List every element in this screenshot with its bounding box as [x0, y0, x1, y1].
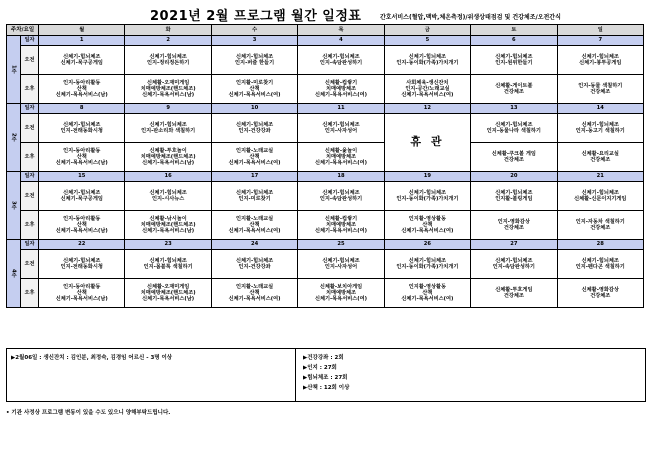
- program-line: 신체기-목욕서비스(남): [142, 160, 195, 167]
- program-cell: [471, 75, 557, 104]
- program-line: 인지-동아리활동: [63, 79, 101, 86]
- program-line: 산책: [422, 221, 433, 228]
- program-line: 신체기-묵구공게임: [60, 60, 103, 66]
- program-line: 치매예방체조: [325, 221, 357, 228]
- count-walk: ▶산책 : 12회 이상: [303, 385, 350, 391]
- program-line: 신체기-힘뇌체조: [235, 189, 274, 196]
- program-cell: [298, 75, 384, 104]
- program-line: 산책: [422, 289, 433, 296]
- program-cell: [557, 211, 643, 240]
- program-line: 건강체조: [503, 89, 524, 95]
- am-label: 오전: [21, 114, 39, 143]
- am-label: 오전: [21, 46, 39, 75]
- program-cell: [384, 75, 470, 104]
- program-line: 신체기-힘뇌체조: [149, 121, 187, 128]
- program-line: 신체기-힘뇌체조: [235, 53, 274, 60]
- program-cell: [384, 250, 470, 279]
- program-line: 건강체조: [590, 89, 611, 95]
- date-cell: 19: [384, 172, 470, 182]
- day-header: 월: [39, 25, 125, 36]
- program-cell: [557, 75, 643, 104]
- program-line: 산책: [76, 85, 87, 92]
- program-line: 인지-자동차 색칠하기: [575, 218, 625, 225]
- program-line: 인지-정리정돈하기: [147, 60, 190, 66]
- program-line: 신체기-목욕서비스(여): [228, 296, 281, 303]
- day-header: 금: [384, 25, 470, 36]
- date-row: [7, 240, 644, 250]
- program-line: 신체기-힘뇌체조: [322, 53, 360, 60]
- program-cell: [298, 143, 384, 172]
- program-line: 신체활-오재미게임: [147, 283, 190, 290]
- title-row: [0, 3, 650, 25]
- program-line: 인지-사자성어: [324, 264, 358, 270]
- program-cell: [211, 114, 297, 143]
- program-cell: [384, 182, 470, 211]
- program-line: 건강체조: [590, 293, 611, 299]
- day-header: 목: [298, 25, 384, 36]
- date-cell: 20: [471, 172, 557, 182]
- program-line: 신체기-힘뇌체조: [235, 121, 274, 128]
- program-line: 신체기-목욕서비스(여): [228, 228, 281, 235]
- program-line: 치매예방체조(핸드체조): [140, 153, 196, 160]
- program-line: 건강체조: [503, 293, 524, 299]
- program-line: 신체기-목욕서비스(여): [314, 92, 367, 99]
- summary-divider: [295, 349, 296, 401]
- program-line: 인지-속담완성하기: [319, 196, 363, 202]
- program-line: 신체활-쿠크볼 게임: [491, 150, 536, 157]
- program-cell: [471, 250, 557, 279]
- program-cell: [298, 279, 384, 308]
- program-counts: [303, 353, 349, 393]
- week-label: 2주: [7, 104, 21, 172]
- program-line: 신체기-힘뇌체조: [581, 189, 619, 196]
- program-line: 인지활-노래교실: [235, 283, 274, 290]
- count-cognitive: ▶인지 : 27회: [303, 365, 337, 371]
- date-cell: 23: [125, 240, 211, 250]
- program-line: 인지-동물나라 색칠하기: [486, 128, 541, 134]
- am-label: 오전: [21, 182, 39, 211]
- program-line: 신체기-힘뇌체조: [149, 53, 187, 60]
- program-cell: [125, 114, 211, 143]
- program-cell: [384, 279, 470, 308]
- program-line: 인지-동아리활동: [63, 147, 101, 154]
- program-line: 신체기-목욕서비스(남): [55, 228, 108, 235]
- program-line: 신체활-낚시놀이: [149, 215, 187, 222]
- program-line: 인지-전래동화시청: [60, 264, 103, 270]
- program-line: 인지-동물 색칠하기: [578, 82, 623, 89]
- program-line: 신체기-힘뇌체조: [322, 121, 360, 128]
- program-cell: [557, 250, 643, 279]
- date-cell: 21: [557, 172, 643, 182]
- program-line: 인지활-노래교실: [235, 147, 274, 154]
- program-line: 신체기-목욕서비스(남): [55, 160, 108, 167]
- date-label: 일자: [21, 36, 39, 46]
- program-line: 신체기-힘뇌체조: [495, 121, 533, 128]
- program-line: 신체기-목욕서비스(남): [142, 228, 195, 235]
- date-row: [7, 172, 644, 182]
- program-cell: [211, 143, 297, 172]
- program-line: 신체활-윷놀이: [324, 147, 358, 154]
- day-header: 화: [125, 25, 211, 36]
- program-cell: [211, 279, 297, 308]
- footnote: • 기관 사정상 프로그램 변동이 있을 수도 있으니 양해부탁드립니다.: [6, 410, 171, 416]
- program-line: 신체기-목욕서비스(남): [55, 92, 108, 99]
- date-label: 일자: [21, 104, 39, 114]
- am-row: [7, 182, 644, 211]
- program-line: 신체기-힘뇌체조: [63, 53, 101, 60]
- program-line: 신체활-신문이지기게임: [574, 196, 627, 202]
- program-cell: [298, 182, 384, 211]
- date-cell: 22: [39, 240, 125, 250]
- program-line: 인지-동아리활동: [63, 283, 101, 290]
- date-cell: 3: [211, 36, 297, 46]
- header-row: [7, 25, 644, 36]
- program-line: 인지-속담완성하기: [492, 264, 535, 270]
- program-line: 산책: [249, 153, 260, 160]
- program-line: 신체활-컵쌓기: [324, 215, 358, 222]
- am-row: [7, 250, 644, 279]
- week-label: 1주: [7, 36, 21, 104]
- program-cell: [39, 279, 125, 308]
- program-line: 신체기-힘뇌체조: [322, 189, 360, 196]
- program-line: 인지활-노래교실: [235, 215, 274, 222]
- program-cell: [39, 250, 125, 279]
- program-cell: [471, 211, 557, 240]
- program-line: 신체기-힘뇌체조: [408, 257, 447, 264]
- am-row: [7, 114, 644, 143]
- pm-label: 오후: [21, 143, 39, 172]
- program-line: 신체기-힘뇌체조: [495, 53, 533, 60]
- program-line: 건강체조: [590, 225, 611, 231]
- program-cell: [39, 182, 125, 211]
- program-cell: [298, 211, 384, 240]
- program-cell: [125, 182, 211, 211]
- program-cell: [39, 75, 125, 104]
- program-line: 신체기-힘뇌체조: [63, 257, 101, 264]
- program-cell: [125, 211, 211, 240]
- program-cell: [125, 279, 211, 308]
- day-header: 일: [557, 25, 643, 36]
- program-line: 인지-몸블록 색칠하기: [143, 264, 193, 270]
- program-line: 산책: [249, 289, 260, 296]
- date-cell: 14: [557, 104, 643, 114]
- date-cell: 28: [557, 240, 643, 250]
- date-cell: 27: [471, 240, 557, 250]
- program-line: 인지-동이화(가족)가치개기: [396, 264, 459, 270]
- program-cell: [211, 75, 297, 104]
- program-cell: [557, 114, 643, 143]
- birthday-note: ▶2월06일 : 생신잔치 : 김인분, 최정숙, 김경임 어르신 - 3명 이상: [11, 355, 173, 361]
- date-cell: 26: [384, 240, 470, 250]
- program-line: 인지활-볼링게임: [495, 196, 533, 202]
- date-cell: 16: [125, 172, 211, 182]
- program-line: 신체기-힘뇌체조: [581, 257, 619, 264]
- program-line: 신체기-목욕서비스(여): [401, 228, 454, 235]
- program-cell: [125, 143, 211, 172]
- program-line: 산책: [76, 289, 87, 296]
- program-line: 신체활-영화감상: [581, 286, 619, 293]
- program-line: 산책: [76, 153, 87, 160]
- program-cell: [298, 46, 384, 75]
- program-cell: [471, 114, 557, 143]
- week-label: 4주: [7, 240, 21, 308]
- program-cell: [384, 211, 470, 240]
- program-line: 산책: [249, 85, 260, 92]
- pm-row: [7, 211, 644, 240]
- week-label: 3주: [7, 172, 21, 240]
- program-line: 인지-사자성어: [324, 128, 358, 134]
- program-line: 건강체조: [590, 157, 611, 163]
- program-cell: [125, 46, 211, 75]
- program-line: 인지-펜다곤 색칠하기: [575, 264, 625, 270]
- program-line: 인지-미로찾기: [238, 196, 271, 202]
- program-line: 신체활-요리교실: [581, 150, 619, 157]
- program-cell: [557, 279, 643, 308]
- date-row: [7, 36, 644, 46]
- program-line: 산책: [76, 221, 87, 228]
- day-header: 토: [471, 25, 557, 36]
- program-cell: [471, 143, 557, 172]
- date-cell: 10: [211, 104, 297, 114]
- program-line: 신체기-목욕서비스(남): [55, 296, 108, 303]
- program-line: 인지-속담완성하기: [319, 60, 363, 66]
- program-line: 신체기-힘뇌체조: [581, 53, 619, 60]
- program-cell: [211, 46, 297, 75]
- program-line: 신체기-목욕서비스(여): [314, 228, 367, 235]
- page-title: 2021년 2월 프로그램 월간 일정표: [150, 9, 362, 24]
- corner-label: 주차/요일: [7, 25, 39, 36]
- program-line: 인지-동이화(가족)가치개기: [396, 60, 459, 66]
- program-line: 신체기-목욕서비스(여): [401, 296, 454, 303]
- date-cell: 15: [39, 172, 125, 182]
- program-cell: [471, 46, 557, 75]
- program-line: 신체기-힘뇌체조: [408, 189, 447, 196]
- date-cell: 11: [298, 104, 384, 114]
- program-cell: [125, 75, 211, 104]
- program-line: 신체기-목욕서비스(여): [228, 160, 281, 167]
- date-cell: 8: [39, 104, 125, 114]
- program-line: 신체기-힘뇌체조: [581, 121, 619, 128]
- program-line: 치매예방체조(핸드체조): [140, 85, 196, 92]
- program-line: 신체활-게이트볼: [495, 82, 533, 89]
- program-line: 인지활-미로찾기: [235, 79, 274, 86]
- program-cell: [39, 211, 125, 240]
- program-line: 신체기-목욕서비스(남): [142, 92, 195, 99]
- program-line: 건강체조: [503, 225, 524, 231]
- pm-label: 오후: [21, 75, 39, 104]
- program-line: 신체기-힘뇌체조: [322, 257, 360, 264]
- am-label: 오전: [21, 250, 39, 279]
- program-cell: [471, 279, 557, 308]
- program-line: 신체기-힘뇌체조: [495, 189, 533, 196]
- program-line: 인지활-영상활동: [408, 283, 447, 290]
- program-line: 신체활-컵쌓기: [324, 79, 358, 86]
- date-cell: 18: [298, 172, 384, 182]
- program-line: 신체활-오재미게임: [147, 79, 190, 86]
- program-cell: [384, 46, 470, 75]
- pm-label: 오후: [21, 211, 39, 240]
- program-line: 치매예방체조: [325, 85, 357, 92]
- program-line: 신체기-목욕서비스(여): [314, 160, 367, 167]
- program-line: 건강체조: [503, 157, 524, 163]
- program-cell: [471, 182, 557, 211]
- date-cell: 17: [211, 172, 297, 182]
- pm-row: [7, 143, 644, 172]
- program-line: 신체기-목욕서비스(여): [228, 92, 281, 99]
- program-cell: [557, 46, 643, 75]
- date-cell: 25: [298, 240, 384, 250]
- program-line: 신체기-힘뇌체조: [149, 257, 187, 264]
- program-line: 인지-동고기 색칠하기: [575, 128, 625, 134]
- date-cell: 4: [298, 36, 384, 46]
- program-line: 신체기-힘뇌체조: [408, 53, 447, 60]
- date-row: [7, 104, 644, 114]
- date-cell: 9: [125, 104, 211, 114]
- program-line: 인지-판소리와 색칠하기: [141, 128, 196, 134]
- date-label: 일자: [21, 240, 39, 250]
- program-cell: [211, 182, 297, 211]
- program-line: 인지-공간/노래교실: [405, 85, 450, 92]
- program-line: 신체기-묵구공게임: [60, 196, 103, 202]
- program-line: 신체기-힘뇌체조: [235, 257, 274, 264]
- program-cell: [298, 250, 384, 279]
- program-line: 신체활-투호게임: [495, 286, 533, 293]
- date-label: 일자: [21, 172, 39, 182]
- program-line: 치매예방체조(핸드체조): [140, 289, 196, 296]
- program-line: 신체기-목욕서비스(남): [142, 296, 195, 303]
- program-line: 치매예방체조(핸드체조): [140, 221, 196, 228]
- program-line: 신체기-봉투공게임: [579, 60, 622, 66]
- program-cell: [39, 46, 125, 75]
- program-line: 인지-동아리활동: [63, 215, 101, 222]
- holiday-cell: 휴 관: [384, 114, 470, 172]
- program-line: 산책: [249, 221, 260, 228]
- date-cell: 2: [125, 36, 211, 46]
- day-header: 수: [211, 25, 297, 36]
- date-cell: 24: [211, 240, 297, 250]
- program-line: 사회체육-생신잔치: [406, 79, 449, 86]
- program-line: 신체기-목욕서비스(여): [314, 296, 367, 303]
- program-line: 신체활-보치아게임: [319, 283, 363, 290]
- program-line: 인지-영화감상: [497, 218, 530, 225]
- program-line: 신체기-목욕서비스(여): [401, 92, 454, 99]
- date-cell: 12: [384, 104, 470, 114]
- program-line: 인지-건강강좌: [238, 128, 271, 134]
- program-line: 신체기-힘뇌체조: [149, 189, 187, 196]
- count-brain-exercise: ▶힘뇌체조 : 27회: [303, 375, 348, 381]
- program-cell: [557, 182, 643, 211]
- program-line: 인지-퍼즐 한들기: [235, 60, 275, 66]
- date-cell: 5: [384, 36, 470, 46]
- program-cell: [125, 250, 211, 279]
- am-row: [7, 46, 644, 75]
- program-cell: [557, 143, 643, 172]
- date-cell: 7: [557, 36, 643, 46]
- program-cell: [211, 211, 297, 240]
- pm-row: [7, 279, 644, 308]
- program-line: 인지활-영상활동: [408, 215, 447, 222]
- program-cell: [211, 250, 297, 279]
- program-cell: [39, 143, 125, 172]
- program-line: 인지-동이화(가족)가치개기: [396, 196, 459, 202]
- program-line: 인지-건강강좌: [238, 264, 271, 270]
- summary-box: [6, 348, 646, 402]
- program-line: 인지-전래동화시청: [60, 128, 103, 134]
- program-cell: [298, 114, 384, 143]
- program-line: 신체활-투호놀이: [149, 147, 187, 154]
- program-cell: [39, 114, 125, 143]
- date-cell: 1: [39, 36, 125, 46]
- program-line: 인지-시사뉴스: [152, 196, 185, 202]
- count-health-lecture: ▶건강강좌 : 2회: [303, 355, 344, 361]
- program-line: 치매예방체조: [325, 289, 357, 296]
- pm-row: [7, 75, 644, 104]
- date-cell: 6: [471, 36, 557, 46]
- program-line: 인지-원위한들기: [495, 60, 533, 66]
- program-line: 치매예방체조: [325, 153, 357, 160]
- schedule-table: [6, 24, 644, 308]
- program-line: 신체기-힘뇌체조: [495, 257, 533, 264]
- date-cell: 13: [471, 104, 557, 114]
- page-subtitle: 간호서비스(혈압,맥박,체온측정)/위생상태점검 및 건강체조/오전간식: [380, 14, 561, 21]
- program-line: 신체기-힘뇌체조: [63, 121, 101, 128]
- program-line: 신체기-힘뇌체조: [63, 189, 101, 196]
- pm-label: 오후: [21, 279, 39, 308]
